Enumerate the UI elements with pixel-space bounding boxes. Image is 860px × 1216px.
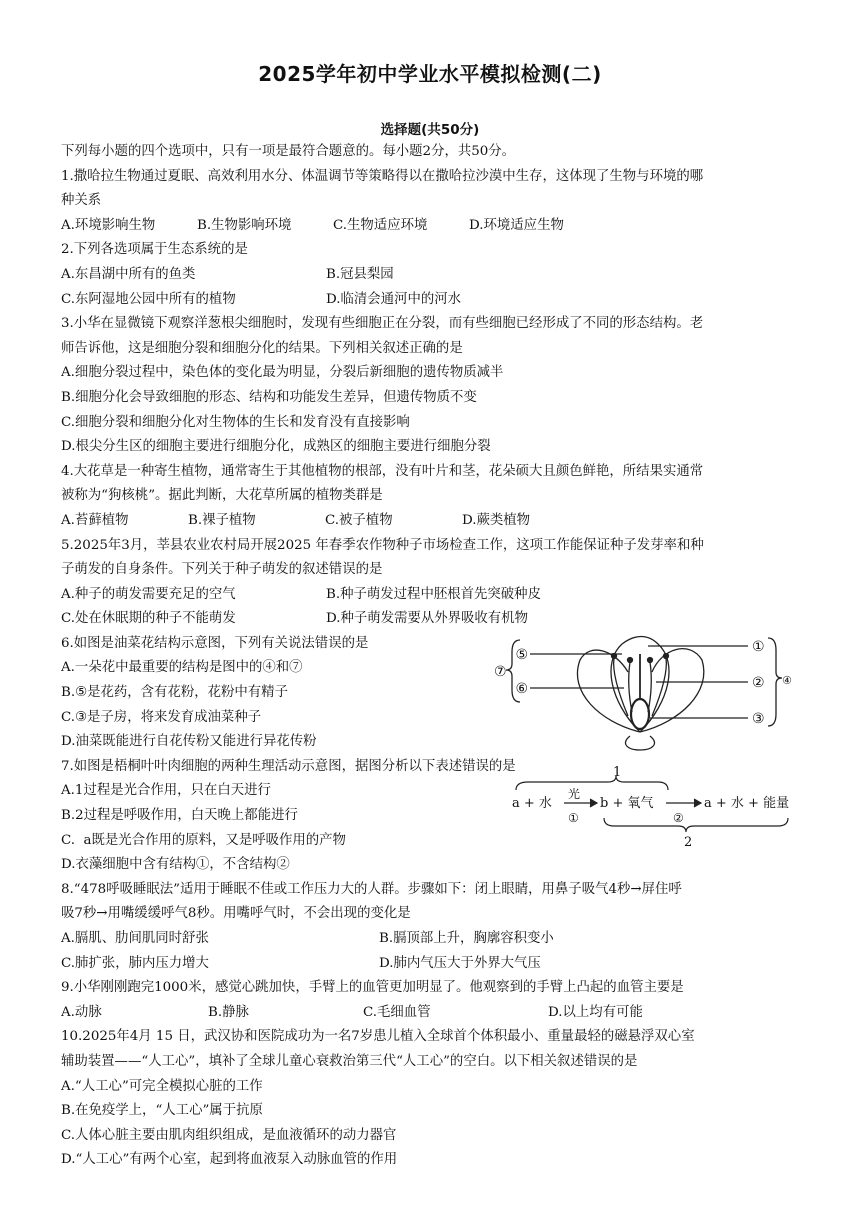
process-diagram	[508, 762, 798, 852]
question-5	[61, 534, 801, 632]
question-stem: 种关系	[61, 193, 102, 209]
option-a: A.动脉	[61, 1004, 102, 1020]
option-b: B.⑤是花药，含有花粉，花粉中有精子	[61, 685, 288, 701]
flower-label-6: ⑥	[515, 681, 528, 697]
option-c: C.细胞分裂和细胞分化对生物体的生长和发育没有直接影响	[61, 414, 410, 430]
question-stem: 6.如图是油菜花结构示意图，下列有关说法错误的是	[61, 635, 369, 651]
flower-label-3: ③	[752, 711, 765, 727]
option-a: A.膈肌、肋间肌同时舒张	[61, 931, 209, 946]
process-right-term: a + 水 + 能量	[704, 796, 790, 811]
question-stem: 3.小华在显微镜下观察洋葱根尖细胞时，发现有些细胞正在分裂，而有些细胞已经形成了不同的形态结构。老	[61, 316, 704, 332]
option-row	[61, 288, 801, 313]
option-a: A.1过程是光合作用，只在白天进行	[61, 783, 271, 799]
process-arrow-bottom-2: ②	[673, 811, 684, 825]
option-row	[61, 509, 801, 534]
question-2	[61, 238, 801, 312]
option-b: B.裸子植物	[188, 512, 256, 528]
question-stem: 8.“478呼吸睡眠法”适用于睡眠不佳或工作压力大的人群。步骤如下：闭上眼睛，用鼻子吸气4秒→屏住呼	[61, 881, 682, 897]
option-b: B.在免疫学上，“人工心”属于抗原	[61, 1103, 263, 1119]
process-arrow-bottom-1: ①	[568, 811, 579, 825]
option-a: A.一朵花中最重要的结构是图中的④和⑦	[61, 660, 303, 676]
option-c: C.人体心脏主要由肌肉组织组成，是血液循环的动力器官	[61, 1127, 397, 1143]
option-row	[61, 1001, 801, 1026]
option-d: D.蕨类植物	[462, 512, 531, 528]
question-3	[61, 312, 801, 460]
question-stem: 7.如图是梧桐叶叶肉细胞的两种生理活动示意图，据图分析以下表述错误的是	[61, 758, 516, 774]
option-b: B.2过程是呼吸作用，白天晚上都能进行	[61, 808, 298, 824]
flower-label-5: ⑤	[515, 647, 528, 663]
page-title: 2025学年初中学业水平模拟检测(二)	[258, 62, 602, 86]
question-stem: 9.小华刚刚跑完1000米，感觉心跳加快，手臂上的血管更加明显了。他观察到的手臂上凸起的血管主要是	[61, 980, 684, 996]
option-b: B.冠县梨园	[326, 266, 394, 282]
process-label-1: 1	[613, 765, 622, 780]
question-stem: 吸7秒→用嘴缓缓呼气8秒。用嘴呼气时，不会出现的变化是	[61, 906, 411, 922]
option-c: C.被子植物	[325, 512, 393, 528]
flower-label-7: ⑦	[494, 664, 507, 680]
option-b: B.细胞分化会导致细胞的形态、结构和功能发生差异，但遗传物质不变	[61, 389, 477, 405]
option-d: D.“人工心”有两个心室，起到将血液泵入动脉血管的作用	[61, 1152, 398, 1168]
option-b: B.生物影响环境	[197, 217, 292, 233]
option-d: D.衣藻细胞中含有结构①，不含结构②	[61, 857, 290, 873]
question-stem: 5.2025年3月，莘县农业农村局开展2025 年春季农作物种子市场检查工作，这项工作能保证种子发芽率和种	[61, 537, 704, 553]
question-stem: 10.2025年4月 15 日，武汉协和医院成功为一名7岁患儿植入全球首个体积最小、重量最轻的磁悬浮双心室	[61, 1029, 695, 1045]
option-c: C.生物适应环境	[333, 217, 428, 233]
option-c: C.③是子房，将来发育成油菜种子	[61, 709, 262, 725]
flower-label-4: ④	[782, 674, 792, 687]
flower-label-1: ①	[752, 639, 765, 655]
question-stem: 1.撒哈拉生物通过夏眠、高效利用水分、体温调节等策略得以在撒哈拉沙漠中生存，这体现了生物与环境的哪	[61, 168, 704, 184]
option-b: B.膈顶部上升，胸廓容积变小	[379, 931, 554, 946]
question-stem: 被称为“狗核桃”。据此判断，大花草所属的植物类群是	[61, 488, 383, 504]
option-d: D.临清会通河中的河水	[326, 291, 462, 307]
option-a: A.种子的萌发需要充足的空气	[61, 586, 236, 602]
option-d: D.根尖分生区的细胞主要进行细胞分化，成熟区的细胞主要进行细胞分裂	[61, 439, 491, 455]
question-8	[61, 878, 801, 976]
option-d: D.油菜既能进行自花传粉又能进行异花传粉	[61, 734, 317, 750]
option-c: C.处在休眠期的种子不能萌发	[61, 611, 236, 627]
option-row	[61, 952, 801, 977]
option-a: A.“人工心”可完全模拟心脏的工作	[61, 1078, 263, 1094]
process-left-term: a + 水	[512, 796, 552, 811]
option-a: A.东昌湖中所有的鱼类	[61, 266, 196, 282]
option-d: D.肺内气压大于外界大气压	[379, 955, 541, 971]
option-row	[61, 214, 801, 239]
option-b: B.种子萌发过程中胚根首先突破种皮	[326, 586, 541, 602]
option-a: A.细胞分裂过程中，染色体的变化最为明显，分裂后新细胞的遗传物质减半	[61, 365, 504, 381]
option-c: C.毛细血管	[363, 1004, 431, 1020]
option-b: B.静脉	[208, 1004, 249, 1020]
question-9	[61, 976, 801, 1025]
process-middle-term: b + 氧气	[600, 796, 654, 811]
option-a: A.环境影响生物	[61, 217, 156, 233]
question-4	[61, 460, 801, 534]
question-stem: 2.下列各选项属于生态系统的是	[61, 242, 248, 258]
question-1	[61, 165, 801, 239]
question-stem: 子萌发的自身条件。下列关于种子萌发的叙述错误的是	[61, 562, 383, 578]
instruction: 下列每小题的四个选项中，只有一项是最符合题意的。每小题2分，共50分。	[61, 144, 516, 159]
question-stem: 4.大花草是一种寄生植物，通常寄生于其他植物的根部，没有叶片和茎，花朵硕大且颜色鲜艳，所结果实通常	[61, 463, 704, 479]
option-row	[61, 583, 801, 608]
option-d: D.种子萌发需要从外界吸收有机物	[326, 611, 528, 627]
process-label-2: 2	[684, 835, 693, 850]
option-row	[61, 927, 801, 952]
process-arrow-top: 光	[568, 787, 581, 801]
flower-diagram	[490, 632, 790, 752]
option-a: A.苔藓植物	[61, 512, 129, 528]
question-stem: 辅助装置——“人工心”，填补了全球儿童心衰救治第三代“人工心”的空白。以下相关叙述错误的是	[61, 1053, 638, 1069]
option-c: C. a既是光合作用的原料，又是呼吸作用的产物	[61, 832, 346, 848]
question-10	[61, 1025, 801, 1173]
option-row	[61, 607, 801, 632]
option-c: C.肺扩张，肺内压力增大	[61, 955, 209, 971]
section-title: 选择题(共50分)	[380, 122, 480, 138]
option-d: D.环境适应生物	[469, 217, 564, 233]
option-d: D.以上均有可能	[548, 1004, 643, 1020]
option-c: C.东阿湿地公园中所有的植物	[61, 291, 236, 307]
question-stem: 师告诉他，这是细胞分裂和细胞分化的结果。下列相关叙述正确的是	[61, 340, 463, 356]
flower-label-2: ②	[752, 675, 765, 691]
option-row	[61, 263, 801, 288]
